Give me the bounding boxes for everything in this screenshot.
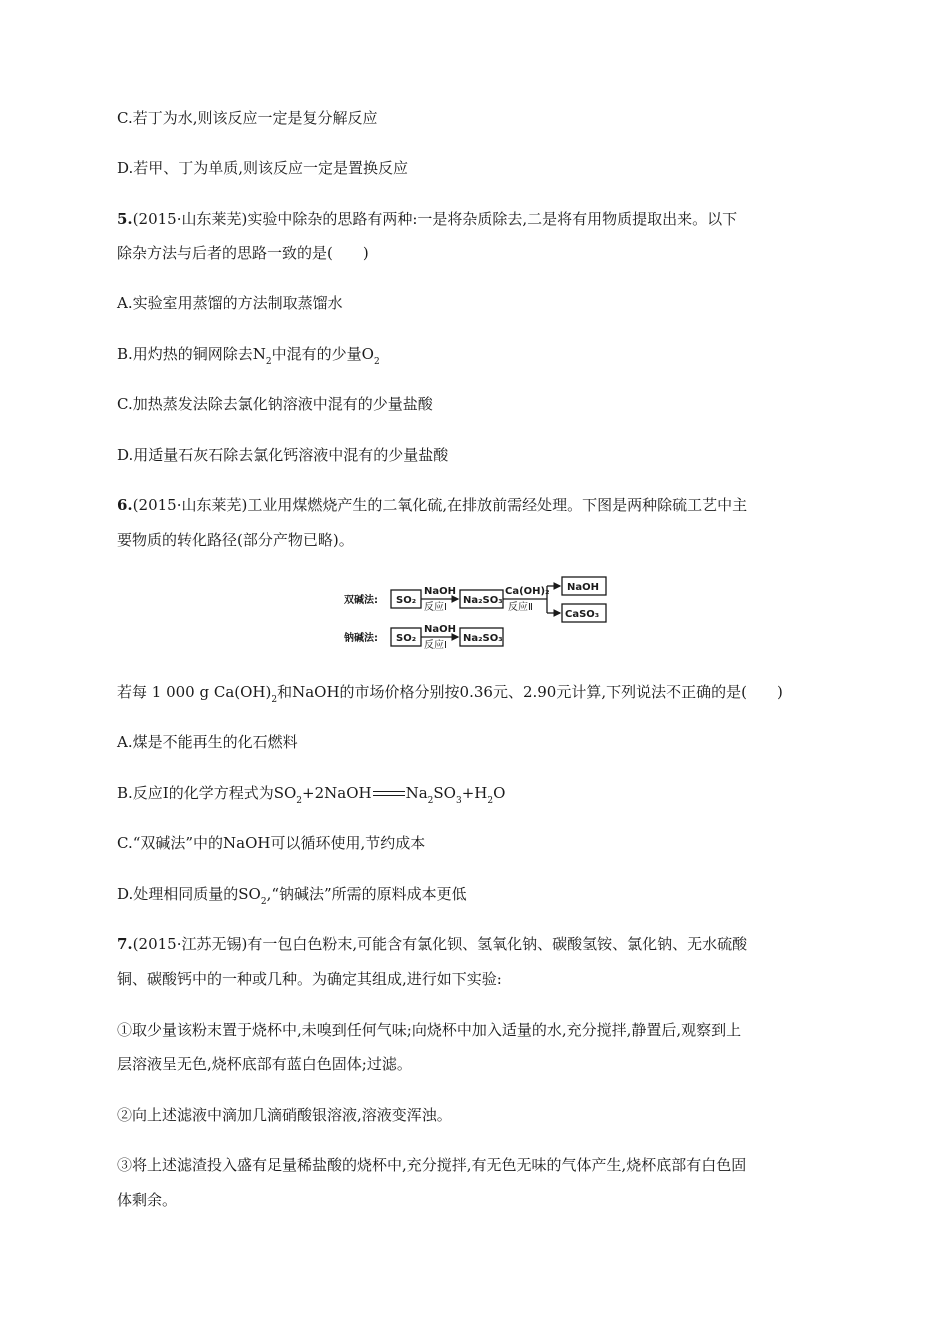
q6-stem-line2: 要物质的转化路径(部分产物已略)。 xyxy=(117,531,354,549)
q4-option-d: D.若甲、丁为单质,则该反应一定是置换反应 xyxy=(117,159,409,177)
q7-number: 7. xyxy=(117,935,133,953)
q7-stem-line1: 7.(2015·江苏无锡)有一包白色粉末,可能含有氯化钡、氢氧化钠、碳酸氢铵、氯化钠、无水硫酸 xyxy=(117,935,748,953)
q6-option-c: C.“双碱法”中的NaOH可以循环使用,节约成本 xyxy=(117,834,426,852)
naoh-reagent-row1: NaOH xyxy=(424,586,456,597)
q7-stem-line2: 铜、碳酸钙中的一种或几种。为确定其组成,进行如下实验: xyxy=(117,970,502,988)
so2-label-row1: SO₂ xyxy=(396,595,417,606)
q7-step1-line1: ①取少量该粉末置于烧杯中,未嗅到任何气味;向烧杯中加入适量的水,充分搅拌,静置后,观察到上 xyxy=(117,1021,742,1039)
caso3-product-label: CaSO₃ xyxy=(565,609,600,620)
q7-step1-line2: 层溶液呈无色,烧杯底部有蓝白色固体;过滤。 xyxy=(117,1055,412,1073)
reaction1-label-row1: 反应Ⅰ xyxy=(424,602,447,613)
q4-option-c: C.若丁为水,则该反应一定是复分解反应 xyxy=(117,109,378,127)
q6-price-statement: 若每 1 000 g $Ca(OH)_2$和NaOH的市场价格分别按0.36元、2.90元计算,下列说法不正确的是( ) xyxy=(117,683,783,705)
naoh-product-label: NaOH xyxy=(567,582,599,593)
caoh2-reagent: Ca(OH)₂ xyxy=(505,586,550,597)
equals-sign xyxy=(373,789,405,799)
na2so3-label-row1: Na₂SO₃ xyxy=(463,595,503,606)
q5-stem-line2: 除杂方法与后者的思路一致的是( ) xyxy=(117,244,369,262)
row2-label: 钠碱法: xyxy=(344,633,378,644)
q7-step3-line2: 体剩余。 xyxy=(117,1191,178,1209)
q5-number: 5. xyxy=(117,210,133,228)
q5-option-a: A.实验室用蒸馏的方法制取蒸馏水 xyxy=(117,294,343,312)
row1-label: 双碱法: xyxy=(344,595,378,606)
q6-number: 6. xyxy=(117,496,133,514)
q7-step3-line1: ③将上述滤渣投入盛有足量稀盐酸的烧杯中,充分搅拌,有无色无味的气体产生,烧杯底部有白色固 xyxy=(117,1156,747,1174)
reaction2-label: 反应Ⅱ xyxy=(508,602,533,613)
desulfurization-flow-diagram xyxy=(335,572,615,654)
so2-label-row2: SO₂ xyxy=(396,633,417,644)
q6-option-b: B.反应Ⅰ的化学方程式为$SO_2+2NaOH$ $Na_2SO_3+H_2O$ xyxy=(117,784,506,806)
reaction1-label-row2: 反应Ⅰ xyxy=(424,640,447,651)
q6-stem-line1: 6.(2015·山东莱芜)工业用煤燃烧产生的二氧化硫,在排放前需经处理。下图是两种除硫工艺中主 xyxy=(117,496,748,514)
naoh-reagent-row2: NaOH xyxy=(424,624,456,635)
q5-option-b: B.用灼热的铜网除去$N_2$中混有的少量$O_2$ xyxy=(117,345,380,367)
q7-step2: ②向上述滤液中滴加几滴硝酸银溶液,溶液变浑浊。 xyxy=(117,1106,452,1124)
q6-option-a: A.煤是不能再生的化石燃料 xyxy=(117,733,298,751)
q5-option-d: D.用适量石灰石除去氯化钙溶液中混有的少量盐酸 xyxy=(117,446,449,464)
q6-option-d: D.处理相同质量的$SO_2,“$钠碱法”所需的原料成本更低 xyxy=(117,885,467,907)
q5-option-c: C.加热蒸发法除去氯化钠溶液中混有的少量盐酸 xyxy=(117,395,433,413)
q5-stem-line1: 5.(2015·山东莱芜)实验中除杂的思路有两种:一是将杂质除去,二是将有用物质提取出来。以下 xyxy=(117,210,738,228)
na2so3-label-row2: Na₂SO₃ xyxy=(463,633,503,644)
